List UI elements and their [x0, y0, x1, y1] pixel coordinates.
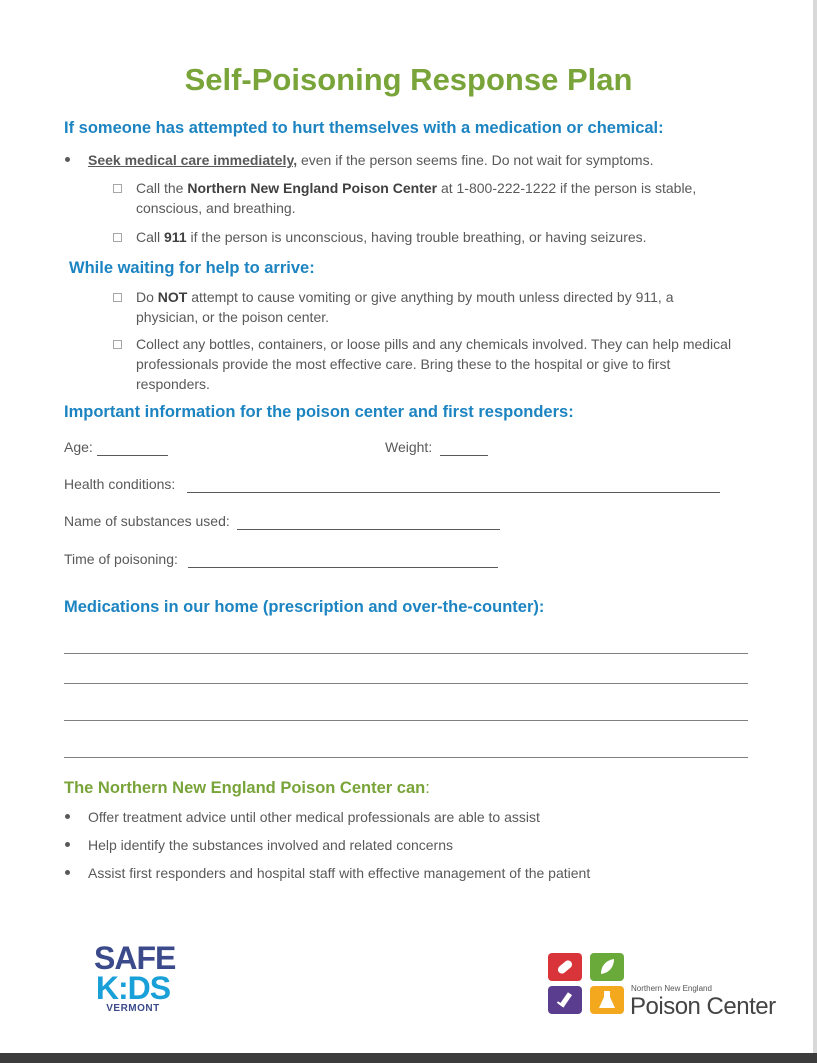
bullet-icon — [65, 842, 70, 847]
section-heading-important-info: Important information for the poison center and first responders: — [64, 403, 574, 421]
age-label: Age: — [64, 439, 93, 455]
poison-center-big-text: Poison Center — [630, 993, 776, 1020]
heading-text: The Northern New England Poison Center can — [64, 779, 426, 797]
bullet-icon — [65, 870, 70, 875]
section-heading-poison-center-can — [64, 779, 430, 798]
item-text: at 1-800-222-1222 if the person is stable, conscious, and breathing. — [136, 180, 697, 216]
medication-line-4[interactable] — [64, 757, 748, 758]
checkbox-icon — [113, 293, 122, 302]
checkbox-icon — [113, 233, 122, 242]
time-of-poisoning-label: Time of poisoning: — [64, 551, 178, 567]
safe-kids-line2: K:DS — [95, 970, 171, 1006]
call-poison-center-item — [136, 178, 736, 218]
not-emphasis: NOT — [157, 289, 188, 305]
page-title: Self-Poisoning Response Plan — [184, 62, 633, 97]
section-heading-waiting: While waiting for help to arrive: — [69, 259, 315, 277]
leaf-icon — [590, 953, 624, 981]
weight-label: Weight: — [385, 439, 433, 455]
pill-icon — [548, 953, 582, 981]
syringe-icon — [548, 986, 582, 1014]
age-field[interactable] — [97, 455, 168, 456]
flask-icon — [590, 986, 624, 1014]
page-edge — [813, 0, 817, 1063]
seek-care-item — [88, 150, 728, 170]
poison-center-name: Northern New England Poison Center — [187, 180, 438, 196]
collect-bottles-item: Collect any bottles, containers, or loose pills and any chemicals involved. They can help medical professionals provide the most effective care. Bring these to the hospital or give to first responders. — [136, 336, 732, 392]
bullet-icon — [65, 814, 70, 819]
weight-field[interactable] — [440, 455, 488, 456]
bullet-icon — [65, 157, 70, 162]
list-item: Help identify the substances involved and related concerns — [88, 837, 453, 853]
time-of-poisoning-field[interactable] — [188, 567, 498, 568]
seek-care-emphasis: Seek medical care immediately, — [88, 152, 298, 168]
safe-kids-logo — [94, 940, 176, 1014]
substances-label: Name of substances used: — [64, 513, 230, 529]
item-text: if the person is unconscious, having trouble breathing, or having seizures. — [186, 229, 647, 245]
substances-field[interactable] — [237, 529, 500, 530]
safe-kids-line1: SAFE — [94, 940, 176, 976]
no-vomiting-item — [136, 287, 716, 327]
seek-care-text: even if the person seems fine. Do not wait for symptoms. — [297, 152, 654, 168]
section-heading-attempt: If someone has attempted to hurt themselves with a medication or chemical: — [64, 119, 664, 137]
checkbox-icon — [113, 340, 122, 349]
item-prefix: Call — [136, 229, 165, 245]
section-heading-medications: Medications in our home (prescription and over-the-counter): — [64, 598, 545, 616]
list-item: Assist first responders and hospital staff with effective management of the patient — [88, 865, 591, 881]
item-prefix: Do — [136, 289, 158, 305]
list-item: Offer treatment advice until other medical professionals are able to assist — [88, 809, 540, 825]
safe-kids-line3: VERMONT — [106, 1003, 160, 1014]
medication-line-2[interactable] — [64, 683, 748, 684]
checkbox-icon — [113, 184, 122, 193]
poison-center-small-text: Northern New England — [631, 984, 712, 993]
item-text: attempt to cause vomiting or give anything by mouth unless directed by 911, a physician, or the poison center. — [136, 289, 674, 325]
health-conditions-field[interactable] — [187, 492, 720, 493]
health-conditions-label: Health conditions: — [64, 476, 176, 492]
heading-colon: : — [425, 779, 430, 797]
emergency-number: 911 — [164, 229, 187, 245]
item-prefix: Call the — [136, 180, 188, 196]
medication-line-1[interactable] — [64, 653, 748, 654]
bottom-bar — [0, 1053, 817, 1063]
call-911-item — [136, 227, 756, 247]
medication-line-3[interactable] — [64, 720, 748, 721]
